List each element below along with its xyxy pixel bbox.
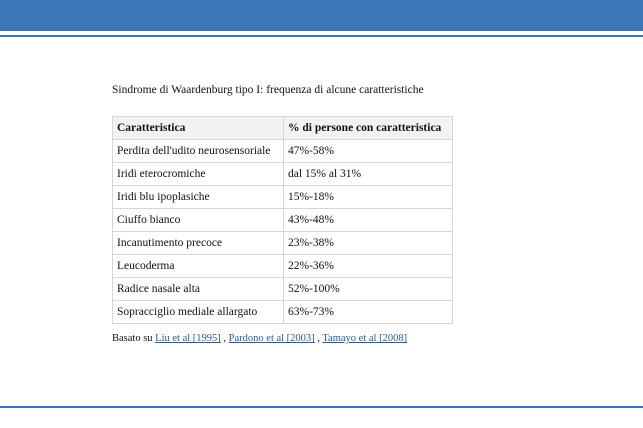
source-prefix: Basato su [112,333,153,344]
citation-link-tamayo[interactable]: Tamayo et al [2008] [322,333,408,344]
feature-cell: Leucoderma [113,255,284,278]
features-table [112,116,453,324]
percentage-cell: 52%-100% [284,278,453,301]
percentage-cell: 23%-38% [284,232,453,255]
source-citation [112,333,407,344]
percentage-cell: 22%-36% [284,255,453,278]
header-bar [0,0,643,31]
citation-link-pardono[interactable]: Pardono et al [2003] [228,333,315,344]
table-header-row [113,117,453,140]
table-row [113,163,453,186]
percentage-cell: dal 15% al 31% [284,163,453,186]
feature-cell: Ciuffo bianco [113,209,284,232]
percentage-cell: 47%-58% [284,140,453,163]
table-row [113,278,453,301]
table-row [113,301,453,324]
feature-cell: Incanutimento precoce [113,232,284,255]
feature-cell: Sopracciglio mediale allargato [113,301,284,324]
percentage-cell: 43%-48% [284,209,453,232]
feature-cell: Iridi blu ipoplasiche [113,186,284,209]
percentage-cell: 63%-73% [284,301,453,324]
column-header-feature: Caratteristica [113,117,284,140]
citation-link-liu[interactable]: Liu et al [1995] [155,333,221,344]
table-row [113,209,453,232]
feature-cell: Iridi eterocromiche [113,163,284,186]
table-row [113,232,453,255]
table-row [113,140,453,163]
citation-separator: , [314,333,323,344]
percentage-cell: 15%-18% [284,186,453,209]
feature-cell: Radice nasale alta [113,278,284,301]
citation-separator: , [220,333,229,344]
table-caption: Sindrome di Waardenburg tipo I: frequenza di alcune caratteristiche [112,84,424,96]
footer-divider [0,406,643,408]
feature-cell: Perdita dell'udito neurosensoriale [113,140,284,163]
table-row [113,186,453,209]
column-header-percentage: % di persone con caratteristica [284,117,453,140]
table-row [113,255,453,278]
header-divider [0,35,643,37]
